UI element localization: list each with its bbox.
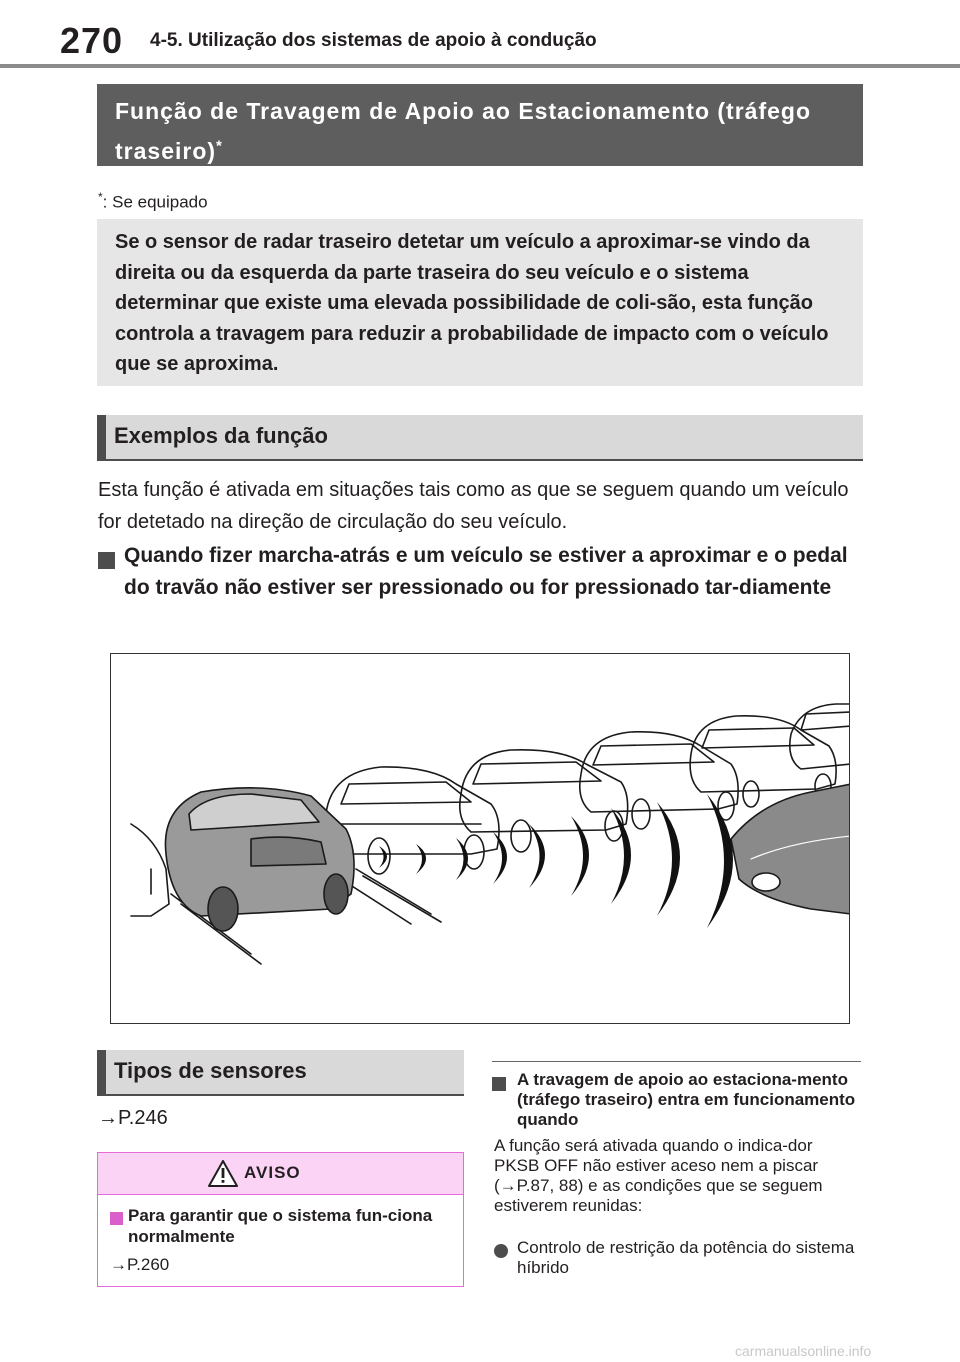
approaching-car xyxy=(731,784,850,914)
square-bullet-icon xyxy=(98,552,115,574)
parking-illustration xyxy=(110,653,850,1024)
parked-car-5 xyxy=(790,704,850,769)
right-bullet-heading: A travagem de apoio ao estaciona-mento (tráfego traseiro) entra em funcionamento quando xyxy=(517,1070,856,1129)
sensors-heading: Tipos de sensores xyxy=(97,1050,464,1096)
running-head: 4-5. Utilização dos sistemas de apoio à condução xyxy=(150,30,597,51)
footnote xyxy=(98,190,208,213)
square-bullet-icon xyxy=(492,1077,506,1091)
examples-heading: Exemplos da função xyxy=(97,415,863,461)
intro-box: Se o sensor de radar traseiro detetar um veículo a aproximar-se vindo da direita ou da esquerda da parte traseira do seu veículo e o sistema determinar que existe uma elevada possibilidade de coli-são, esta função controla a travagem para reduzir a probabilidade de impacto com o veículo que se aproxima. xyxy=(97,219,863,386)
circle-bullet-icon xyxy=(494,1244,508,1258)
warning-bullet-text: Para garantir que o sistema fun-ciona normalmente xyxy=(128,1206,433,1246)
parking-scene-svg xyxy=(111,654,850,1024)
page-number: 270 xyxy=(60,20,124,61)
watermark: carmanualsonline.info xyxy=(735,1343,872,1359)
right-column-rule xyxy=(492,1061,861,1062)
square-bullet-icon xyxy=(110,1212,123,1225)
sensors-page-reference[interactable]: →P.246 xyxy=(98,1107,168,1129)
title-asterisk: * xyxy=(216,137,223,155)
warning-header xyxy=(98,1153,463,1195)
right-body-text: A função será ativada quando o indica-dor PKSB OFF não estiver aceso nem a piscar (→P.87, 88) e as condições que se seguem estiverem reunidas: xyxy=(494,1136,823,1215)
header-rule xyxy=(0,64,960,68)
right-circle-item: Controlo de restrição da potência do sistema híbrido xyxy=(517,1238,855,1277)
section-title: Função de Travagem de Apoio ao Estacionamento (tráfego traseiro) xyxy=(115,98,811,164)
section-title-box xyxy=(97,84,863,166)
radar-waves xyxy=(379,794,733,928)
warning-box xyxy=(97,1152,464,1287)
warning-triangle-icon xyxy=(208,1160,238,1187)
examples-bullet-text: Quando fizer marcha-atrás e um veículo se estiver a aproximar e o pedal do travão não estiver ser pressionado ou for pressionado tar-diamente xyxy=(124,544,848,599)
parked-car-3 xyxy=(580,732,738,829)
warning-title: AVISO xyxy=(244,1163,301,1182)
own-car xyxy=(165,788,354,931)
footnote-marker: * xyxy=(98,190,103,204)
footnote-text: : Se equipado xyxy=(102,192,208,212)
examples-text: Esta função é ativada em situações tais como as que se seguem quando um veículo for detetado na direção de circulação do seu veículo. xyxy=(98,479,849,533)
warning-page-reference[interactable]: →P.260 xyxy=(110,1255,170,1274)
